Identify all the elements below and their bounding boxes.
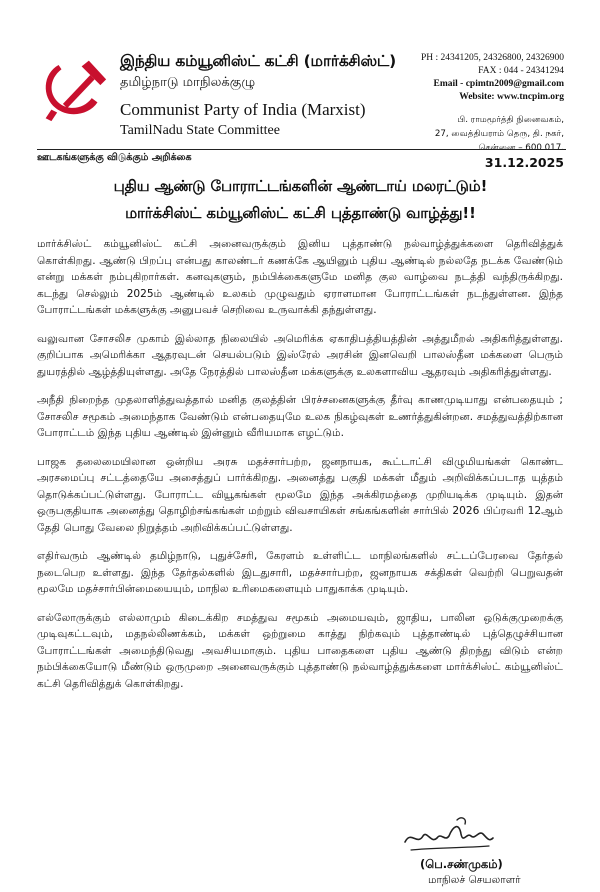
phone-numbers: PH : 24341205, 24326800, 24326900 <box>420 53 564 63</box>
org-name-tamil: இந்திய கம்யூனிஸ்ட் கட்சி (மார்க்சிஸ்ட்) <box>120 52 396 70</box>
org-name-english: Communist Party of India (Marxist) <box>120 100 366 119</box>
body-paragraph: அநீதி நிறைந்த முதலாளித்துவத்தால் மனித குலத்தின் பிரச்சனைகளுக்கு தீர்வு காணமுடியாது என்பதையும் ; சோசலிச சமூகம் அமைந்தாக வேண்டும் என்பதையுமே உலக நிகழ்வுகள் உணர்த்துகின்றன. சமத்துவத்திற்கான போராட்டம் இந்த புதிய ஆண்டில் இன்னும் வீரியமாக எழட்டும். <box>37 394 563 439</box>
body-paragraph: மார்க்சிஸ்ட் கம்யூனிஸ்ட் கட்சி அனைவருக்கும் இனிய புத்தாண்டு நல்வாழ்த்துக்களை தெரிவித்துக் கொள்கிறது. ஆண்டு பிறப்பு என்பது காலண்டர் கணக்கே ஆயினும் புதிய ஆண்டில் நல்லதே நடக்க வேண்டும் என்று மக்கள் நம்புகிறார்கள். கனவுகளும், நம்பிக்கைகளுமே மனித குல வாழ்வை நடத்தி வந்திருக்கிறது. கடந்து செல்லும் 2025ம் ஆண்டில் உலகம் முழுவதும் ஏராளமான போராட்டங்கள் நடந்துள்ளன. இந்த போராட்டங்கள் மக்களுக்கு அனுபவச் செறிவை உருவாக்கி தந்துள்ளது. <box>37 238 563 316</box>
address-line: 27, வைத்தியராம் தெரு, தி. நகர், <box>434 129 564 139</box>
release-date: 31.12.2025 <box>484 155 564 170</box>
body-paragraph: பாஜக தலைமையிலான ஒன்றிய அரசு மதச்சார்பற்ற, ஜனநாயக, கூட்டாட்சி விழுமியங்கள் கொண்ட அரசமைப்பு சட்டத்தையே அசைத்துப் பார்க்கிறது. அனைத்து பகுதி மக்கள் மீதும் அறிவிக்கப்படாத யுத்தம் தொடுக்கப்பட்டுள்ளது. போராட்ட வியூகங்கள் மூலமே இந்த அக்கிரமத்தை முறியடிக்க முடியும். இதன் ஒருபகுதியாக அனைத்து தொழிற்சங்கங்கள் மற்றும் விவசாயிகள் சங்கங்களின் சார்பில் 2026 பிப்ரவரி 12ஆம் தேதி பொது வேலை நிறுத்தம் அறிவிக்கப்பட்டுள்ளது. <box>37 455 563 534</box>
signatory-designation: மாநிலச் செயலாளர் <box>428 874 521 886</box>
body-paragraph: எதிர்வரும் ஆண்டில் தமிழ்நாடு, புதுச்சேரி, கேரளம் உள்ளிட்ட மாநிலங்களில் சட்டப்பேரவை தேர்தல் நடைபெற உள்ளது. இந்த தேர்தல்களில் இடதுசாரி, மதச்சார்பற்ற, ஜனநாயக சக்திகள் வெற்றி பெறுவதன் மூலமே மதச்சார்பின்மையையும், மாநில உரிமைகளையும் பாதுகாக்க முடியும். <box>37 550 563 595</box>
org-committee-english: TamilNadu State Committee <box>120 123 280 138</box>
fax-number: FAX : 044 - 24341294 <box>478 66 564 76</box>
contact-block <box>364 52 564 155</box>
release-label: ஊடகங்களுக்கு விடுக்கும் அறிக்கை <box>37 152 192 163</box>
body-paragraph: எல்லோருக்கும் எல்லாமும் கிடைக்கிற சமத்துவ சமூகம் அமையவும், ஜாதிய, பாலின ஒடுக்குமுறைக்கு முடிவுகட்டவும், மதநல்லிணக்கம், மக்கள் ஒற்றுமை காத்து நிற்கவும் புத்தாண்டில் புத்தெழுச்சியான போராட்டங்கள் அமைந்திடுவது அவசியமாகும். புதிய பாதைகளை புதிய ஆண்டு திறந்து விடும் என்ற நம்பிக்கையோடு மீண்டும் ஒருமுறை அனைவருக்கும் புத்தாண்டு நல்வாழ்த்துக்களை மார்க்சிஸ்ட் கம்யூனிஸ்ட் கட்சி தெரிவித்துக் கொள்கிறது. <box>37 611 563 690</box>
address-line: சென்னை – 600 017. <box>478 143 564 153</box>
address-line: பி. ராமமூர்த்தி நினைவகம், <box>457 115 564 125</box>
website-link[interactable]: Website: www.tncpim.org <box>459 92 564 102</box>
handwritten-signature <box>401 812 497 860</box>
hammer-sickle-logo-icon <box>37 52 109 124</box>
signatory-name: (பெ.சண்முகம்) <box>420 857 503 871</box>
statement-body <box>37 236 563 704</box>
letterhead-divider <box>37 149 566 150</box>
headline-secondary: மார்க்சிஸ்ட் கம்யூனிஸ்ட் கட்சி புத்தாண்டு வாழ்த்து!! <box>125 205 476 222</box>
email-link[interactable]: Email - cpimtn2009@gmail.com <box>433 79 564 89</box>
headline-primary: புதிய ஆண்டு போராட்டங்களின் ஆண்டாய் மலரட்டும்! <box>113 178 488 195</box>
org-committee-tamil: தமிழ்நாடு மாநிலக்குழு <box>120 75 256 90</box>
body-paragraph: வலுவான சோசலிச முகாம் இல்லாத நிலையில் அமெரிக்க ஏகாதிபத்தியத்தின் அத்துமீறல் அதிகரித்துள்ளது. குறிப்பாக அமெரிக்கா ஆதரவுடன் செயல்படும் இஸ்ரேல் அரசின் இனவெறி பாலஸ்தீன மக்களை பெரும் துயரத்தில் ஆழ்த்தியுள்ளது. அதே நேரத்தில் பாலஸ்தீன மக்களுக்கு உலகளாவிய ஆதரவும் அதிகரித்துள்ளது. <box>37 332 563 378</box>
